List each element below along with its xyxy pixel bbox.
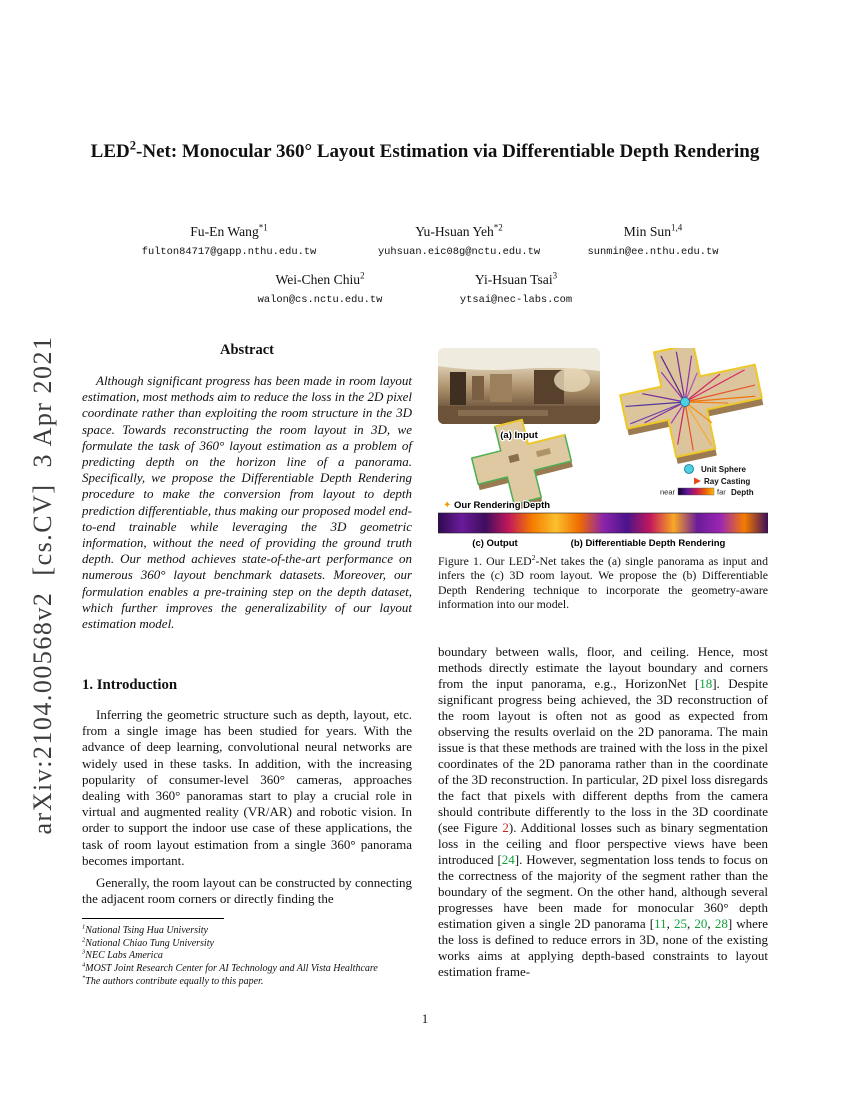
legend-ray-casting-label: Ray Casting <box>704 477 751 486</box>
citation-link[interactable]: 25 <box>674 916 688 931</box>
figure-label-a: (a) Input <box>500 430 538 441</box>
right-column <box>438 348 768 1048</box>
author-name: Yi-Hsuan Tsai$^3$ <box>474 270 558 287</box>
footnote-affiliation-2: $^2$National Chiao Tung University <box>82 936 214 949</box>
legend-near-label: near <box>659 487 675 497</box>
figure-reference-link[interactable]: 2 <box>502 820 509 835</box>
abstract-text: Although significant progress has been made in room layout estimation, most methods aim to reduce the loss in the 2D pixel coordinate rather than exploiting the room structure in the 3D space. Towards reconstructing the room layout in 3D, we formulate the task of 360° layout estimation as a problem of predicting depth on the horizon line of a panorama. Specifically, we propose the Differentiable Depth Rendering procedure to make the conversion from layout to depth prediction differentiable, thus making our proposed model end-to-end trainable while leveraging the 3D geometric information, without the need of providing the ground truth depth. Our method achieves state-of-the-art performance on numerous 360° layout benchmark datasets. Moreover, our formulation enables a pre-training step on the depth dataset, which further improves the generalizability of our layout estimation model. <box>82 373 412 632</box>
intro-paragraph-2: Generally, the room layout can be constructed by connecting the adjacent room corners or directly finding the <box>82 875 412 907</box>
author-block <box>588 224 719 258</box>
arxiv-watermark: arXiv:2104.00568v2 [cs.CV] 3 Apr 2021 <box>28 335 57 835</box>
legend-far-label: far <box>717 487 726 497</box>
ray-casting-arrowhead-icon <box>694 478 701 485</box>
author-block <box>142 224 317 258</box>
footnotes <box>82 925 412 989</box>
author-name: Yu-Hsuan Yeh$^{*2}$ <box>415 222 503 239</box>
paper-title: LED$^2$-Net: Monocular 360° Layout Estimation via Differentiable Depth Rendering <box>90 138 760 162</box>
figure-label-b: (b) Differentiable Depth Rendering <box>570 538 726 549</box>
citation-link[interactable]: 24 <box>501 852 515 867</box>
footnote-affiliation-1: $^1$National Tsing Hua University <box>82 923 208 936</box>
author-name: Min Sun$^{1,4}$ <box>623 222 683 239</box>
author-email: fulton84717@gapp.nthu.edu.tw <box>141 246 317 258</box>
footnote-equal-contribution: *The authors contribute equally to this paper. <box>82 974 264 987</box>
citation-link[interactable]: 28 <box>714 916 728 931</box>
star-icon: ✦ <box>443 500 452 511</box>
abstract-heading: Abstract <box>220 342 274 358</box>
footnote-affiliation-4: $^4$MOST Joint Research Center for AI Technology and All Vista Healthcare <box>82 961 378 975</box>
body-paragraph: boundary between walls, floor, and ceiling. Hence, most methods directly estimate the layout boundary and corners from the input panorama, e.g., HorizonNet [18]. Despite significant progress being achieved, the 3D reconstruction of the room layout is often not as good as expected from observing the results overlaid on the 2D panorama. The main issue is that these methods are trained with the loss in the pixel coordinates of the 2D panorama rather than in the coordinate of the 3D reconstruction. In particular, 2D pixel loss disregards the fact that pixels with different depths from the camera should contribute differently to the loss in the 3D coordinate (see Figure 2). Additional losses such as binary segmentation loss in the ceiling and floor perspective views have been introduced [24]. However, segmentation loss tends to focus on the correctness of the majority of the segment rather than the boundary of the segment. On the other hand, although several progresses have been made for monocular 360° depth estimation given a single 2D panorama [11, 25, 20, 28] where the loss is defined to reduce errors in 3D, none of the existing works aims at applying depth-based constraints to layout estimation frame- <box>438 644 769 979</box>
our-rendering-depth-label: Our Rendering Depth <box>454 500 551 511</box>
citation-link[interactable]: 20 <box>694 916 708 931</box>
section-heading-introduction: 1. Introduction <box>82 677 178 693</box>
intro-paragraph-1: Inferring the geometric structure such as depth, layout, etc. from a single image has been studied for years. With the advance of deep learning, convolutional neural networks are widely used in these tasks. In addition, with the increasing popularity of consumer-level 360° cameras, approaches dealing with 360° panoramas start to play a crucial role in virtual and augmented reality (VR/AR) and robotic vision. In order to support the indoor use case of these applications, the task of room layout estimation from a single 360° panorama becomes important. <box>82 707 412 868</box>
footnote-rule <box>82 918 224 919</box>
author-name: Fu-En Wang$^{*1}$ <box>190 222 268 239</box>
author-email: walon@cs.nctu.edu.tw <box>257 294 383 306</box>
author-email: yuhsuan.eic08g@nctu.edu.tw <box>377 246 541 258</box>
figure-caption: Figure 1. Our LED$^2$-Net takes the (a) single panorama as input and infers the (c) 3D room layout. We propose the (b) Differentiable Depth Rendering technique to incorporate the geometry-aware information into our model. <box>438 553 768 612</box>
room-3d-render <box>613 348 768 473</box>
legend-depth-label: Depth <box>731 488 754 497</box>
citation-link[interactable]: 18 <box>699 676 713 691</box>
input-panorama-image <box>438 348 600 424</box>
footnote-affiliation-3: $^3$NEC Labs America <box>82 949 163 962</box>
citation-link[interactable]: 11 <box>654 916 667 931</box>
author-block <box>460 272 572 306</box>
page-number: 1 <box>421 1012 429 1026</box>
legend-unit-sphere-label: Unit Sphere <box>701 465 746 474</box>
author-email: ytsai@nec-labs.com <box>459 294 573 306</box>
author-email: sunmin@ee.nthu.edu.tw <box>587 246 719 258</box>
figure-label-c: (c) Output <box>472 538 518 549</box>
unit-sphere-icon <box>685 465 694 474</box>
author-name: Wei-Chen Chiu$^2$ <box>275 270 365 287</box>
author-block <box>378 224 540 258</box>
depth-colorbar <box>678 488 714 495</box>
figure-1 <box>438 348 768 550</box>
left-column <box>82 340 412 1040</box>
rendering-depth-bar <box>438 513 768 533</box>
author-block <box>258 272 383 306</box>
